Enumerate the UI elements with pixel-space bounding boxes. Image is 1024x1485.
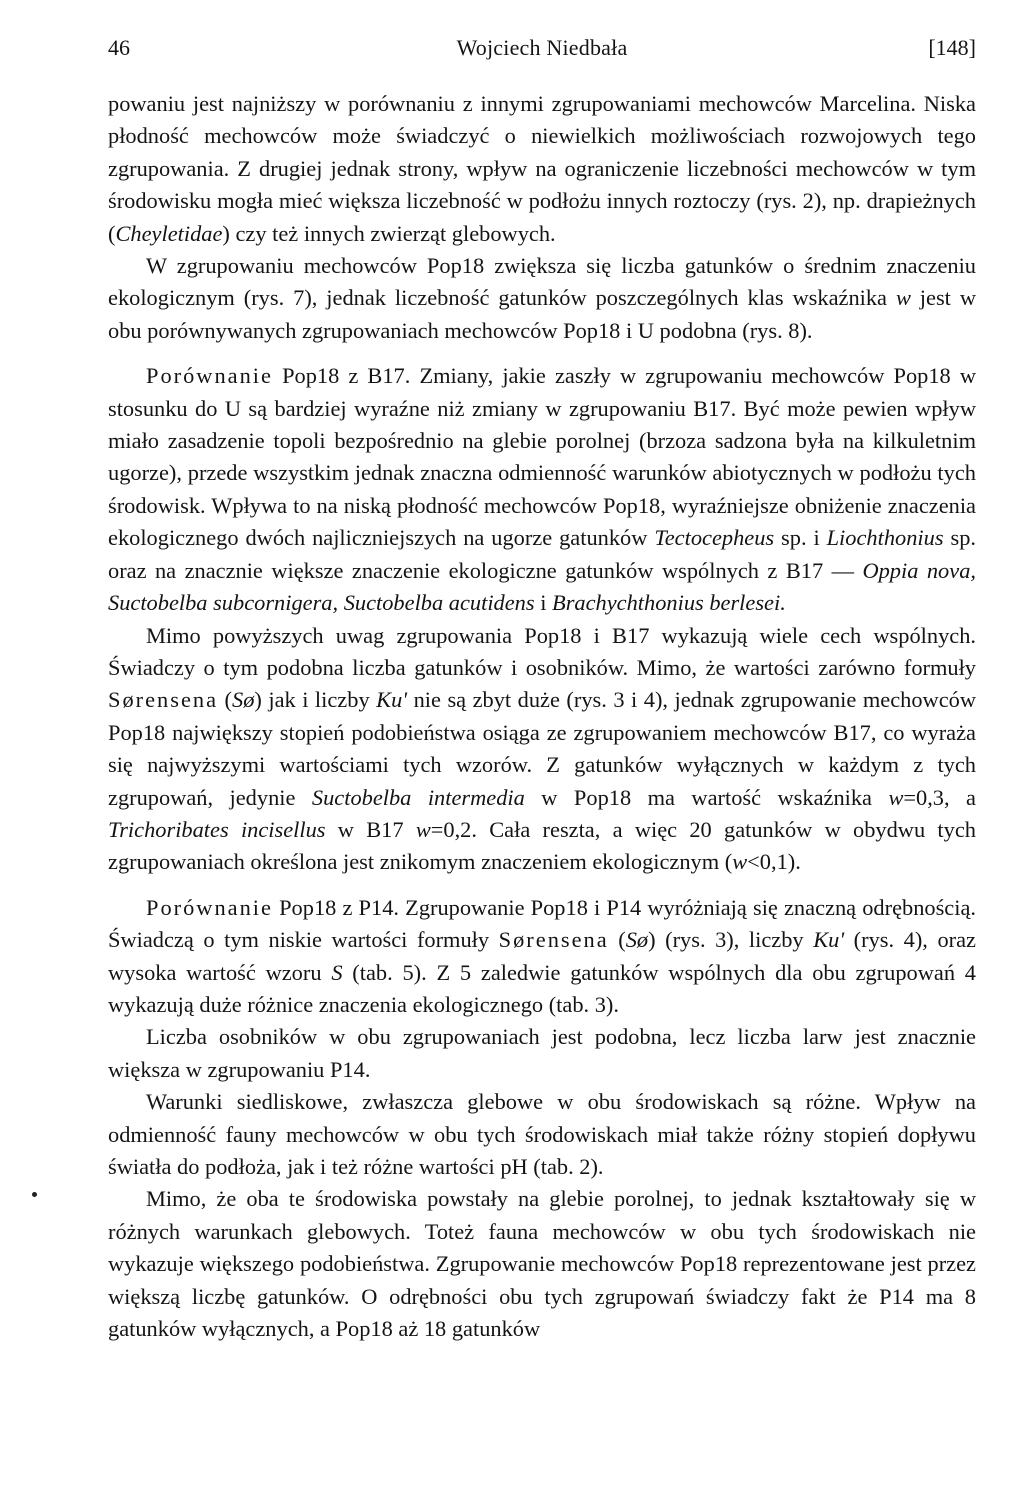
- text-run: Pop18 z P14. Zgrupowanie Pop18 i P14 wyróżniają się znaczną odrębnością. Świadczą o tym niskie wartości formuły: [108, 894, 976, 953]
- page-number: 46: [108, 35, 130, 60]
- spaced-emphasis: Sørensena: [498, 927, 609, 953]
- italic-term: Trichoribates incisellus: [108, 816, 326, 842]
- text-run: ) jak i liczby: [254, 687, 377, 713]
- text-run: (rys. 4), oraz wysoka wartość wzoru: [108, 927, 976, 985]
- italic-term: S: [331, 959, 343, 985]
- italic-term: Sø: [232, 687, 255, 713]
- spaced-emphasis: Sørensena: [108, 687, 219, 713]
- paragraph: [108, 1183, 976, 1345]
- body-text: [108, 88, 976, 1345]
- italic-term: Tectocepheus: [654, 525, 775, 551]
- italic-term: Ku': [813, 927, 845, 953]
- italic-term: Ku': [376, 687, 408, 713]
- text-run: W zgrupowaniu mechowców Pop18 zwiększa się liczba gatunków o średnim znaczeniu ekologicznym (rys. 7), jednak liczebność gatunków poszczególnych klas wskaźnika: [108, 253, 976, 311]
- text-run: <0,1).: [747, 849, 801, 875]
- paragraph: [108, 1021, 976, 1086]
- italic-term: Brachychthonius berlesei.: [552, 590, 786, 616]
- italic-term: Suctobelba intermedia: [311, 784, 525, 810]
- text-run: nie są zbyt duże (rys. 3 i 4), jednak zgrupowanie mechowców Pop18 największy stopień podobieństwa osiąga ze zgrupowaniem mechowców B17, co wyraża się najwyższymi wartościami tych wzorów. Z gatunków wyłącznych w każdym z tych zgrupowań, jedynie: [108, 687, 976, 810]
- text-run: i: [534, 590, 553, 616]
- paragraph: [108, 892, 976, 1022]
- text-run: Mimo, że oba te środowiska powstały na glebie porolnej, to jednak kształtowały się w różnych warunkach glebowych. Toteż fauna mechowców w obu tych środowiskach nie wykazuje większego podobieństwa. Zgrupowanie mechowców Pop18 reprezentowane jest przez większą liczbę gatunków. O odrębności obu tych zgrupowań świadczy fakt że P14 ma 8 gatunków wyłącznych, a Pop18 aż 18 gatunków: [108, 1186, 976, 1342]
- italic-term: Sø: [625, 927, 649, 953]
- text-run: (: [218, 687, 232, 713]
- italic-term: w: [895, 285, 911, 311]
- page: [108, 28, 976, 1345]
- italic-term: Liochthonius: [826, 525, 944, 551]
- text-run: Pop18 z B17. Zmiany, jakie zaszły w zgrupowaniu mechowców Pop18 w stosunku do U są bardziej wyraźne niż zmiany w zgrupowaniu B17. Być może pewien wpływ miało zasadzenie topoli bezpośrednio na glebie porolnej (brzoza sadzona była na kilkuletnim ugorze), przede wszystkim jednak znaczna odmienność warunków abiotycznych w podłożu tych środowisk. Wpływa to na niską płodność mechowców Pop18, wyraźniejsze obniżenie znaczenia ekologicznego dwóch najliczniejszych na ugorze gatunków: [108, 363, 976, 551]
- text-run: Warunki siedliskowe, zwłaszcza glebowe w obu środowiskach są różne. Wpływ na odmienność fauny mechowców w obu tych środowiskach miał także różny stopień dopływu światła do podłoża, jak i też różne wartości pH (tab. 2).: [108, 1089, 976, 1179]
- text-run: sp. oraz na znacznie większe znaczenie ekologiczne gatunków wspólnych z B17 —: [108, 525, 976, 583]
- page-reference: [148]: [928, 35, 976, 60]
- text-run: (: [608, 927, 626, 953]
- running-author: Wojciech Niedbała: [456, 35, 628, 60]
- running-header: [108, 28, 976, 68]
- text-run: =0,2. Cała reszta, a więc 20 gatunków w obydwu tych zgrupowaniach określona jest znikomym znaczeniem ekologicznym (: [108, 816, 976, 875]
- spaced-emphasis: Porównanie: [146, 363, 273, 389]
- spaced-emphasis: Porównanie: [146, 894, 273, 920]
- paragraph: [108, 1086, 976, 1183]
- text-run: Mimo powyższych uwag zgrupowania Pop18 i B17 wykazują wiele cech wspólnych. Świadczy o tym podobna liczba gatunków i osobników. Mimo, że wartości zarówno formuły: [108, 622, 976, 680]
- text-run: w B17: [325, 816, 416, 842]
- text-run: (tab. 5). Z 5 zaledwie gatunków wspólnych dla obu zgrupowań 4 wykazują duże różnice znaczenia ekologicznego (tab. 3).: [108, 959, 976, 1017]
- text-run: powaniu jest najniższy w porównaniu z innymi zgrupowaniami mechowców Marcelina. Niska płodność mechowców może świadczyć o niewielkich możliwościach rozwojowych tego zgrupowania. Z drugiej jednak strony, wpływ na ograniczenie liczebności mechowców w tym środowisku mogła mieć większa liczebność w podłożu innych roztoczy (rys. 2), np. drapieżnych (: [108, 91, 976, 246]
- italic-term: Oppia nova, Suctobelba subcornigera, Suctobelba acutidens: [108, 557, 976, 616]
- italic-term: w: [415, 816, 431, 842]
- text-run: Liczba osobników w obu zgrupowaniach jest podobna, lecz liczba larw jest znacznie większa w zgrupowaniu P14.: [108, 1024, 976, 1082]
- italic-term: w: [732, 849, 748, 875]
- text-run: jest w obu porównywanych zgrupowaniach mechowców Pop18 i U podobna (rys. 8).: [108, 285, 976, 343]
- paragraph: [108, 88, 976, 250]
- paragraph: [108, 620, 976, 879]
- margin-dot: [32, 1192, 37, 1197]
- italic-term: Cheyletidae: [115, 220, 223, 246]
- text-run: =0,3, a: [903, 784, 976, 810]
- paragraph: [108, 250, 976, 347]
- text-run: sp. i: [774, 525, 827, 551]
- text-run: w Pop18 ma wartość wskaźnika: [524, 784, 889, 810]
- italic-term: w: [888, 784, 904, 810]
- paragraph: [108, 360, 976, 619]
- text-run: ) czy też innych zwierząt glebowych.: [222, 220, 556, 246]
- text-run: ) (rys. 3), liczby: [648, 927, 814, 953]
